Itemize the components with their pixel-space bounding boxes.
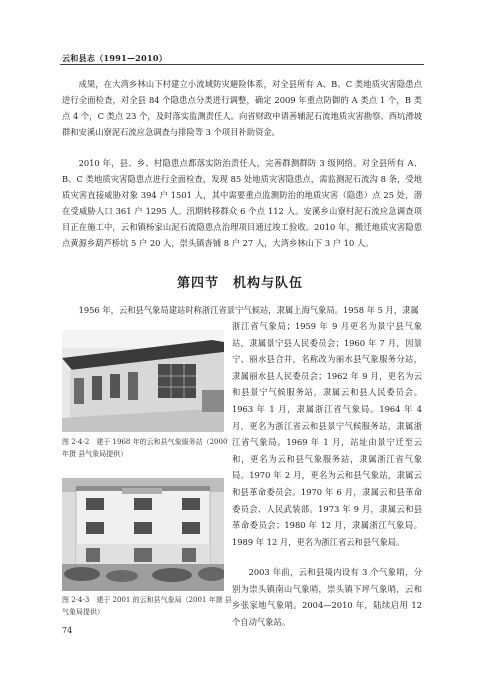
figure-caption-1: 图 2-4-2 建于 1968 年的云和县气象服务站（2000 年摄 县气象局提供）: [62, 438, 228, 458]
body-last-paragraph: 2003 年前，云和县境内设有 3 个气象哨，分别为崇头镇南山气象哨，崇头镇下坪气象哨，云和乡张家地气象哨。2004—2010 年，陆续启用 12 个自动气象站。: [232, 567, 422, 627]
photo-2001-bureau: [62, 478, 224, 591]
paragraph-2: 2010 年，县、乡、村隐患点都落实防治责任人，完善群测群防 3 级网络。对全县所有 A、B、C 类地质灾害隐患点进行全面检查，发现 85 处地质灾害隐患点，需监测泥石流沟 8 条，受地质灾害直接威胁对象 394 户 1501 人，其中需要重点监测防治的地质灾害（隐患）点 25 处，潜在受威胁人口 361 户 1295 人。汛期转移群众 6 个点 112 人。安溪乡山寮村泥石流应急调查项目正在施工中，云和镇杨家山泥石流隐患点治理项目通过竣工验收。2010 年，搬迁地质灾害隐患点黄源乡葫芦桥坑 5 户 20 人，崇头镇沓铺 8 户 27 人，大湾乡林山下 3 户 10 人。: [62, 158, 422, 248]
page-header-title: 云和县志（1991—2010）: [62, 53, 168, 63]
section-title: 第四节 机构与队伍: [176, 276, 303, 291]
paragraph-1: 成果，在大湾乡林山下村建立小流域防灾避险体系，对全县所有 A、B、C 类地质灾害隐患点进行全面检查，对全县 84 个隐患点分类进行调整，确定 2009 年重点防御的 A 类点 1 个，B 类点 4 个，C 类点 23 个，及时落实监测责任人。向省财政申请善辅泥石流地质灾害勘察、西坑滑坡群和安溪山寮泥石流应急调查与排险等 3 个项目补助资金。: [62, 79, 422, 137]
body-column-text: 浙江省气象局；1959 年 9 月更名为景宁县气象站，隶属景宁县人民委员会；1960 年 7 月，因景宁、丽水县合并，名称改为丽水县气象服务分站，隶属丽水县人民委员会；1962 年 9 月，更名为云和县景宁气候服务站，隶属云和县人民委员会。1963 年 1 月，隶属浙江省气象局。1964 年 4 月，更名为浙江省云和县景宁气候服务站，隶属浙江省气象局。1969 年 1 月，站址由景宁迁至云和，更名为云和县气象服务站，隶属浙江省气象局。1970 年 2 月，更名为云和县气象站，隶属云和县革命委员会。1970 年 6 月，隶属云和县革命委员会、人民武装部。1973 年 9 月，隶属云和县革命委员会；1980 年 12 月，隶属浙江气象局。1989 年 12 月，更名为浙江省云和县气象局。: [232, 321, 422, 547]
header-rule: [60, 64, 424, 65]
figure-caption-2: 图 2-4-3 建于 2001 的云和县气象局（2001 年摄 县气象局提供）: [62, 596, 232, 616]
photo-1968-station: [62, 330, 224, 432]
page-number: 74: [62, 626, 73, 635]
section-intro: 1956 年，云和县气象局建站时称浙江省景宁气候站，隶属上海气象局。1958 年 5 月，隶属: [78, 305, 419, 315]
